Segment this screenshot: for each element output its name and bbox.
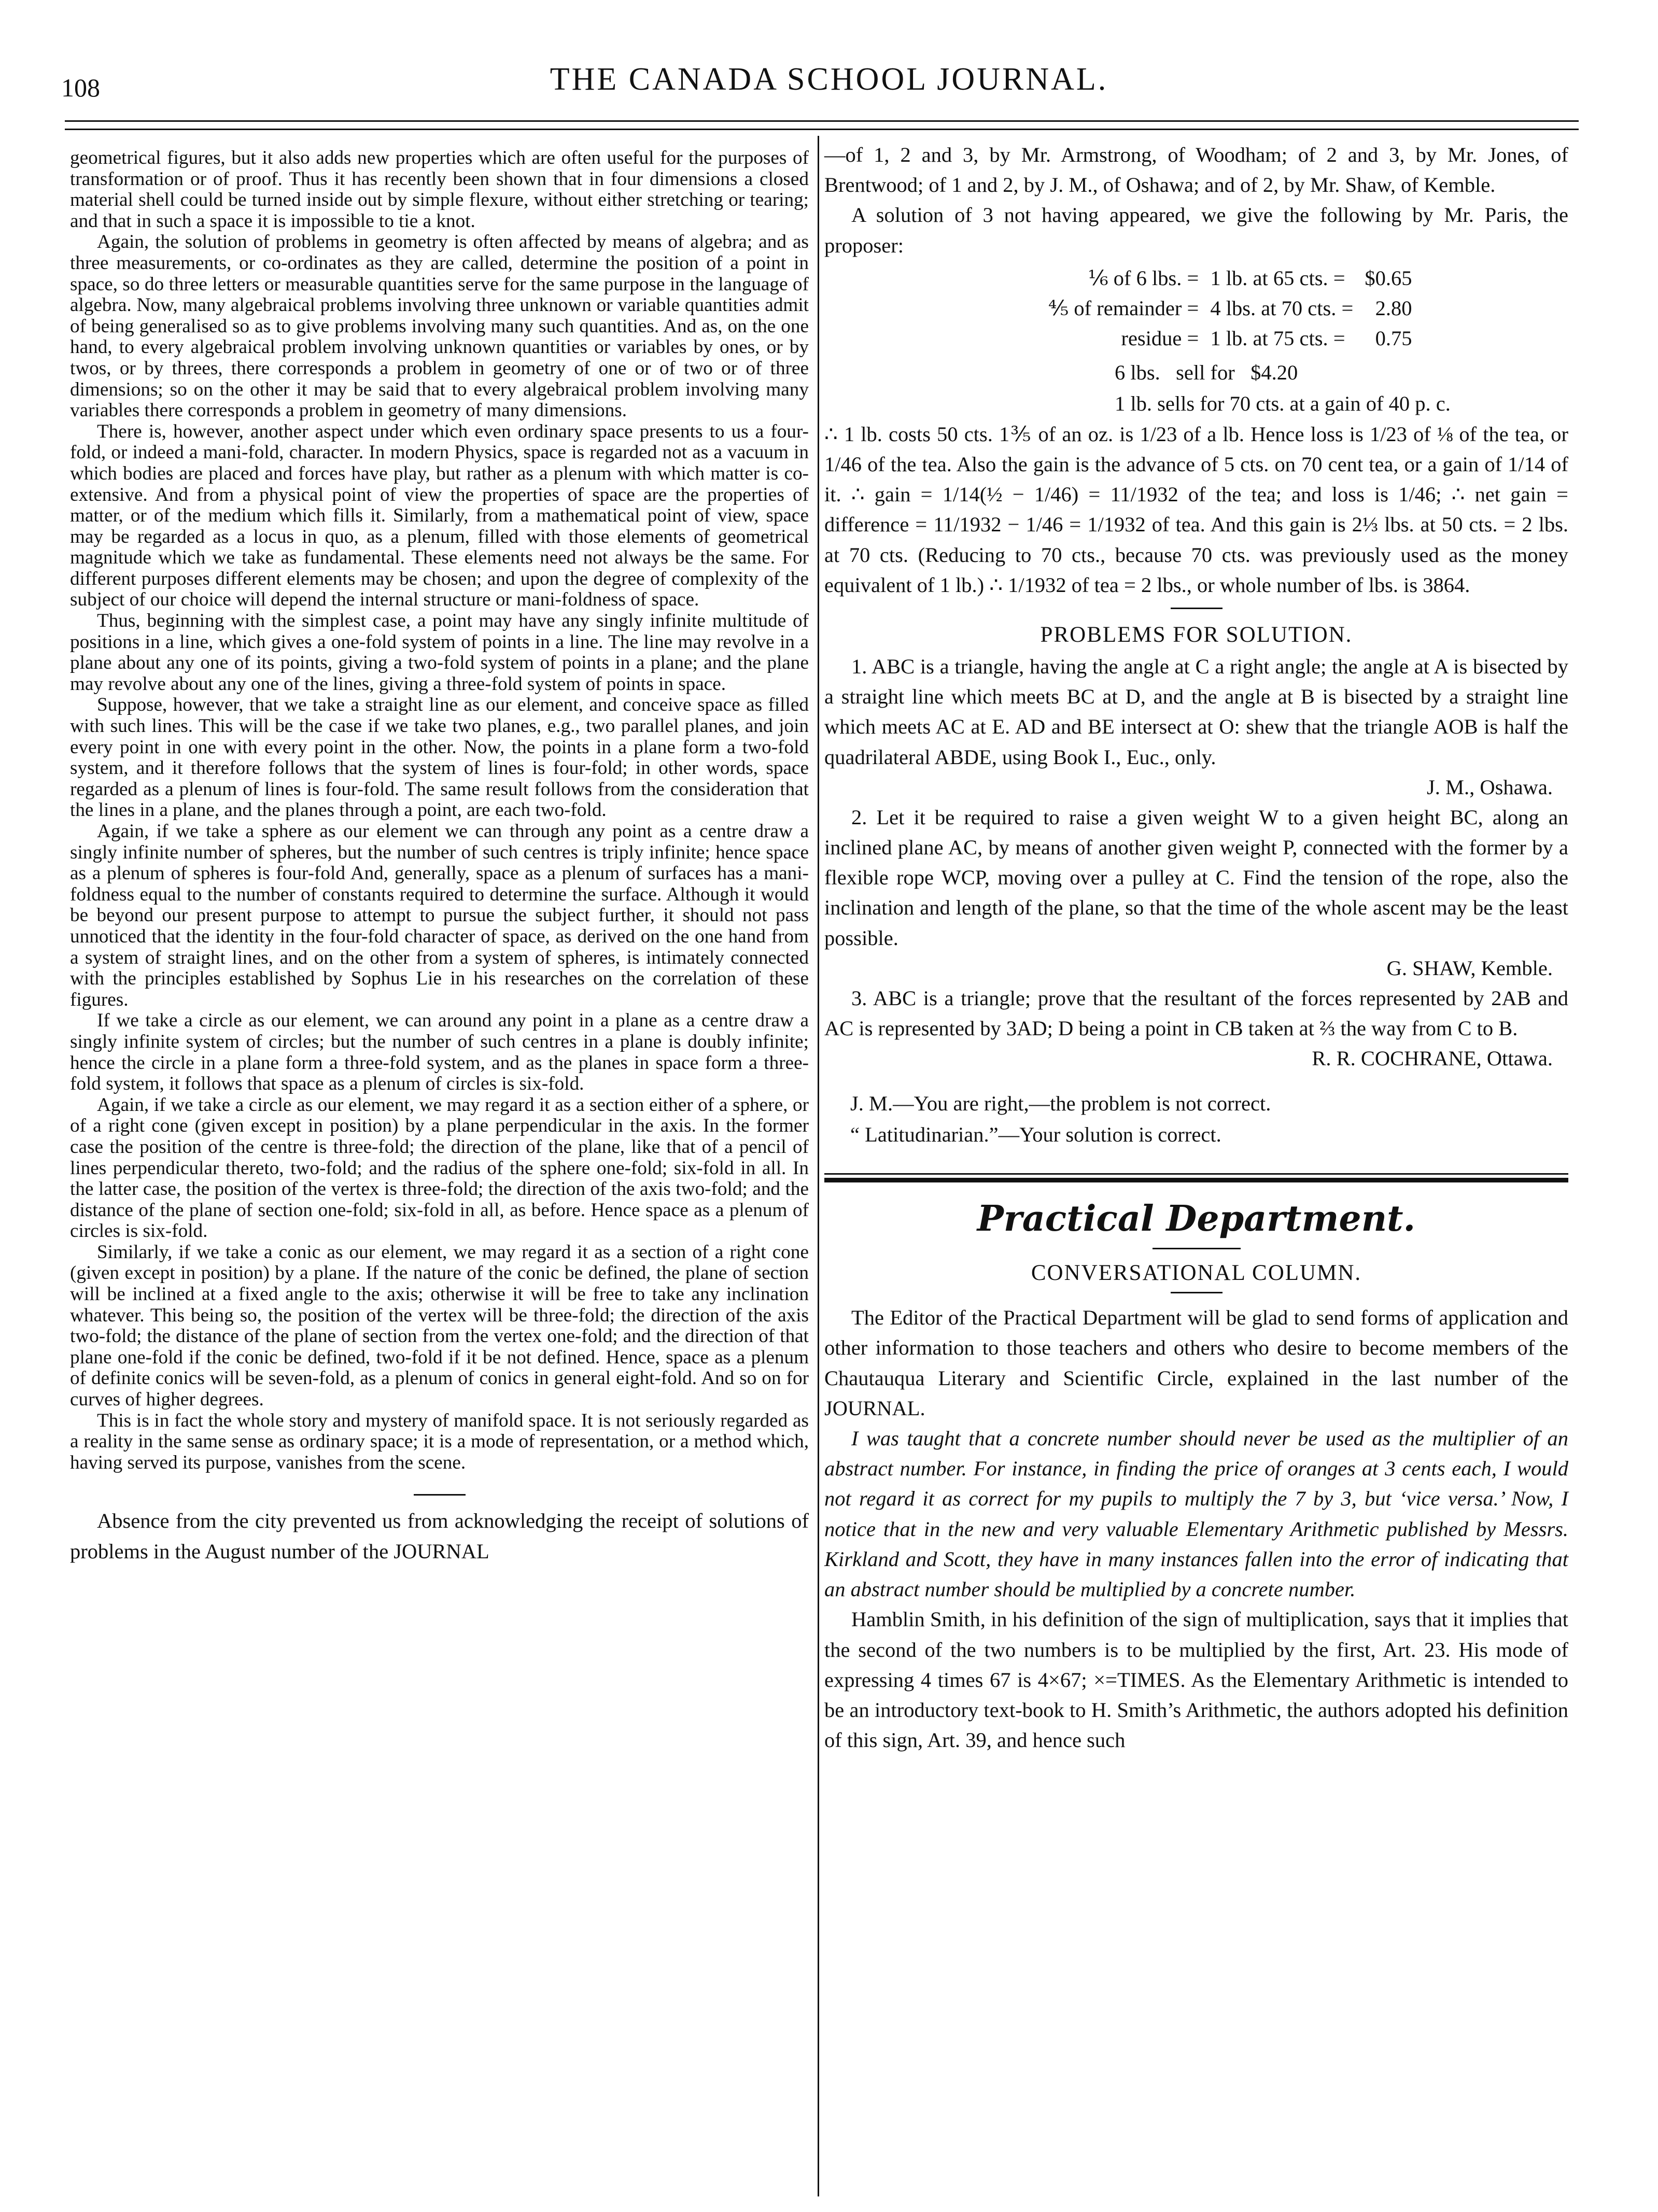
answers-to-correspondents: [824, 1088, 1568, 1150]
department-title: Practical Department.: [977, 1198, 1416, 1240]
solution-total: 6 lbs. sell for $4.20: [1115, 360, 1298, 384]
solution-left: ⅙ of 6 lbs. =: [1088, 266, 1199, 290]
article-paragraph: Suppose, however, that we take a straight line as our element, and conceive space as filled with such lines. This will be the case if we take two planes, e.g., two parallel planes, and join every point in one with every point in the other. Now, the points in a plane form a two-fold system, and it therefore follows that the system of lines is four-fold; in other words, space regarded as a plenum of lines is four-fold. The same result follows from the consideration that the lines in a plane, and the planes through a point, are each two-fold.: [70, 694, 809, 821]
article-paragraph: Again, the solution of problems in geometry is often affected by means of algebra; and as three measurements, or co-ordinates as they are called, determine the position of a point in space, so do three letters or measurable quantities serve for the same purpose in the language of algebra. Now, many algebraical problems involving three unknown or variable quantities admit of being generalised so as to give problems involving many such quantities. And as, on the one hand, to every algebraical problem involving unknown quantities or variables by ones, or by twos, or by threes, there corresponds a problem in geometry of one or of two or of three dimensions; so on the other it may be said that to every algebraical problem involving many variables there corresponds a problem in geometry of many dimensions.: [70, 231, 809, 421]
solution-table: [1042, 263, 1418, 354]
article-paragraph: This is in fact the whole story and mystery of manifold space. It is not seriously regarded as a reality in the same sense as ordinary space; it is a mode of representation, or a method which, having served its purpose, vanishes from the scene.: [70, 1410, 809, 1473]
solution-body: ∴ 1 lb. costs 50 cts. 1⅗ of an oz. is 1/23 of a lb. Hence loss is 1/23 of ⅛ of the tea, or 1/46 of the tea. Also the gain is the advance of 5 cts. on 70 cent tea, or a gain of 1/14 of it. ∴ gain = 1/14(½ − 1/46) = 11/1932 of the tea; and loss is 1/46; ∴ net gain = difference = 11/1932 − 1/46 = 1/1932 of tea. And this gain is 2⅓ lbs. at 50 cts. = 2 lbs. at 70 cts. (Reducing to 70 cts., because 70 cts. was previously used as the money equivalent of 1 lb.) ∴ 1/1932 of tea = 2 lbs., or whole number of lbs. is 3864.: [824, 422, 1568, 597]
article-paragraph: geometrical figures, but it also adds new properties which are often useful for the purposes of transformation or of proof. Thus it has recently been shown that in four dimensions a closed material shell could be turned inside out by simple flexure, without either stretching or tearing; and that in such a space it is impossible to tie a knot.: [70, 147, 809, 232]
solution-intro: A solution of 3 not having appeared, we give the following by Mr. Paris, the proposer:: [824, 203, 1568, 257]
left-column: [70, 148, 809, 1567]
problem-2-signature: G. SHAW, Kemble.: [1386, 956, 1553, 980]
acknowledgement-continuation: —of 1, 2 and 3, by Mr. Armstrong, of Woodham; of 2 and 3, by Mr. Jones, of Brentwood; of 1 and 2, by J. M., of Oshawa; and of 2, by Mr. Shaw, of Kemble.: [824, 143, 1568, 197]
problem-1: 1. ABC is a triangle, having the angle at C a right angle; the angle at A is bisected by a straight line which meets BC at D, and the angle at B is bisected by a straight line which meets AC at E. AD and BE intersect at O: shew that the triangle AOB is half the quadrilateral ABDE, using Book I., Euc., only.: [824, 655, 1568, 769]
solution-middle: 4 lbs. at 70 cts. =: [1210, 296, 1354, 320]
solution-middle: 1 lb. at 65 cts. =: [1210, 266, 1345, 290]
right-column: [824, 140, 1568, 1755]
header-rule-bottom: [65, 129, 1579, 130]
correspondent-letter: I was taught that a concrete number should never be used as the multiplier of an abstract number. For instance, in finding the price of oranges at 3 cents each, I would not regard it as correct for my pupils to multiply the 7 by 3, but ‘vice versa.’ Now, I notice that in the new and very valuable Elementary Arithmetic published by Messrs. Kirkland and Scott, they have in many instances fallen into the error of indicating that an abstract number should be multiplied by a concrete number.: [824, 1427, 1568, 1601]
header-rule-top: [65, 120, 1579, 122]
article-paragraph: Similarly, if we take a conic as our element, we may regard it as a section of a right cone (given except in position) by a plane. If the nature of the conic be defined, the plane of section will be inclined at a fixed angle to the axis; otherwise it will be free to take any inclination whatever. This being so, the position of the vertex will be three-fold; the direction of the axis two-fold; the distance of the plane of section from the vertex one-fold; and the direction of that plane one-fold if the conic be defined, two-fold if it be not defined. Hence, space as a plenum of definite conics will be seven-fold, as a plenum of conics in general eight-fold. And so on for curves of higher degrees.: [70, 1241, 809, 1411]
problem-3-signature: R. R. COCHRANE, Ottawa.: [1312, 1047, 1553, 1070]
editor-reply: Hamblin Smith, in his definition of the sign of multiplication, says that it implies that the second of the two numbers is to be multiplied by the first, Art. 23. His mode of expressing 4 times 67 is 4×67; ×=TIMES. As the Elementary Arithmetic is intended to be an introductory text-book to H. Smith’s Arithmetic, the authors adopted his definition of this sign, Art. 39, and hence such: [824, 1608, 1568, 1752]
column-divider: [818, 136, 819, 2196]
manifold-space-article: [70, 148, 809, 1473]
editor-note: The Editor of the Practical Department will be glad to send forms of application and other information to those teachers and others who desire to become members of the Chautauqua Literary and Scientific Circle, explained in the last number of the JOURNAL.: [824, 1306, 1568, 1420]
solution-row: [1043, 324, 1417, 353]
problems-heading: PROBLEMS FOR SOLUTION.: [1040, 623, 1353, 647]
conversational-column-heading: CONVERSATIONAL COLUMN.: [1031, 1261, 1362, 1286]
solution-row: [1043, 294, 1417, 323]
solution-amount: $0.65: [1365, 266, 1412, 290]
article-paragraph: Again, if we take a circle as our element, we may regard it as a section either of a sphere, or of a right cone (given except in position) by a plane perpendicular in the axis. In the former case the position of the centre is three-fold; the direction of the plane, like that of a pencil of lines perpendicular thereto, two-fold; and the radius of the sphere one-fold; six-fold in all. In the latter case, the position of the vertex is three-fold; the direction of the axis two-fold; and the distance of the plane of section one-fold; six-fold in all, as before. Hence space as a plenum of circles is six-fold.: [70, 1094, 809, 1242]
answer-latitudinarian: “ Latitudinarian.”—Your solution is correct.: [850, 1123, 1221, 1147]
solution-left: ⅘ of remainder =: [1048, 296, 1199, 320]
department-title-rule: [1153, 1248, 1241, 1249]
solution-left: residue =: [1121, 326, 1199, 350]
department-rule: [824, 1173, 1568, 1182]
answer-jm: J. M.—You are right,—the problem is not correct.: [850, 1092, 1271, 1116]
solution-middle: 1 lb. at 75 cts. =: [1210, 326, 1345, 350]
problem-2: 2. Let it be required to raise a given weight W to a given height BC, along an inclined plane AC, by means of another given weight P, connected with the former by a flexible rope WCP, moving over a pulley at C. Find the tension of the rope, also the inclination and length of the plane, so that the time of the whole ascent may be the least possible.: [824, 805, 1568, 950]
section-rule: [1171, 608, 1223, 609]
page-number: 108: [61, 73, 100, 102]
article-paragraph: Thus, beginning with the simplest case, a point may have any singly infinite multitude of positions in a line, which gives a one-fold system of points in a line. The line may revolve in a plane about any one of its points, giving a two-fold system of points in a plane; and the plane may revolve about any one of the lines, giving a three-fold system of points in space.: [70, 610, 809, 695]
running-title: THE CANADA SCHOOL JOURNAL.: [550, 62, 1108, 97]
article-paragraph: Again, if we take a sphere as our element we can through any point as a centre draw a singly infinite number of spheres, but the number of such centres is triply infinite; hence space as a plenum of spheres is four-fold And, generally, space as a plenum of surfaces has a mani-foldness equal to the number of constants required to determine the surface. Although it would be beyond our present purpose to attempt to pursue the subject further, it should not pass unnoticed that the identity in the four-fold character of space, as derived on the one hand from a system of straight lines, and on the other from a system of spheres, is intimately connected with the principles established by Sophus Lie in his researches on the correlation of these figures.: [70, 821, 809, 1010]
article-paragraph: There is, however, another aspect under which even ordinary space presents to us a four-fold, or indeed a mani-fold, character. In modern Physics, space is regarded not as a vacuum in which bodies are placed and forces have play, but rather as a plenum with which matter is co-extensive. And from a physical point of view the properties of space are the properties of matter, or of the medium which fills it. Similarly, from a mathematical point of view, space may be regarded as a locus in quo, as a plenum, filled with those elements of geometrical magnitude which we take as fundamental. These elements need not always be the same. For different purposes different elements may be chosen; and upon the degree of complexity of the subject of our choice will depend the internal structure or mani-foldness of space.: [70, 420, 809, 611]
problem-1-signature: J. M., Oshawa.: [1427, 775, 1553, 799]
solution-sells: 1 lb. sells for 70 cts. at a gain of 40 p. c.: [1115, 391, 1451, 415]
solution-row: [1043, 264, 1417, 293]
heading-rule: [1171, 1292, 1223, 1293]
article-paragraph: If we take a circle as our element, we can around any point in a plane as a centre draw a singly infinite system of circles; but the number of such centres in a plane is doubly infinite; hence the circle in a plane form a three-fold system, and as the planes in space form a three-fold system, it follows that space as a plenum of circles is six-fold.: [70, 1010, 809, 1095]
problem-3: 3. ABC is a triangle; prove that the resultant of the forces represented by 2AB and AC is represented by 3AD; D being a point in CB taken at ⅔ the way from C to B.: [824, 986, 1568, 1040]
solution-amount: 2.80: [1375, 296, 1412, 320]
section-rule: [414, 1494, 466, 1496]
solution-amount: 0.75: [1375, 326, 1412, 350]
acknowledgement-paragraph: Absence from the city prevented us from acknowledging the receipt of solutions of problems in the August number of the JOURNAL: [70, 1509, 809, 1563]
